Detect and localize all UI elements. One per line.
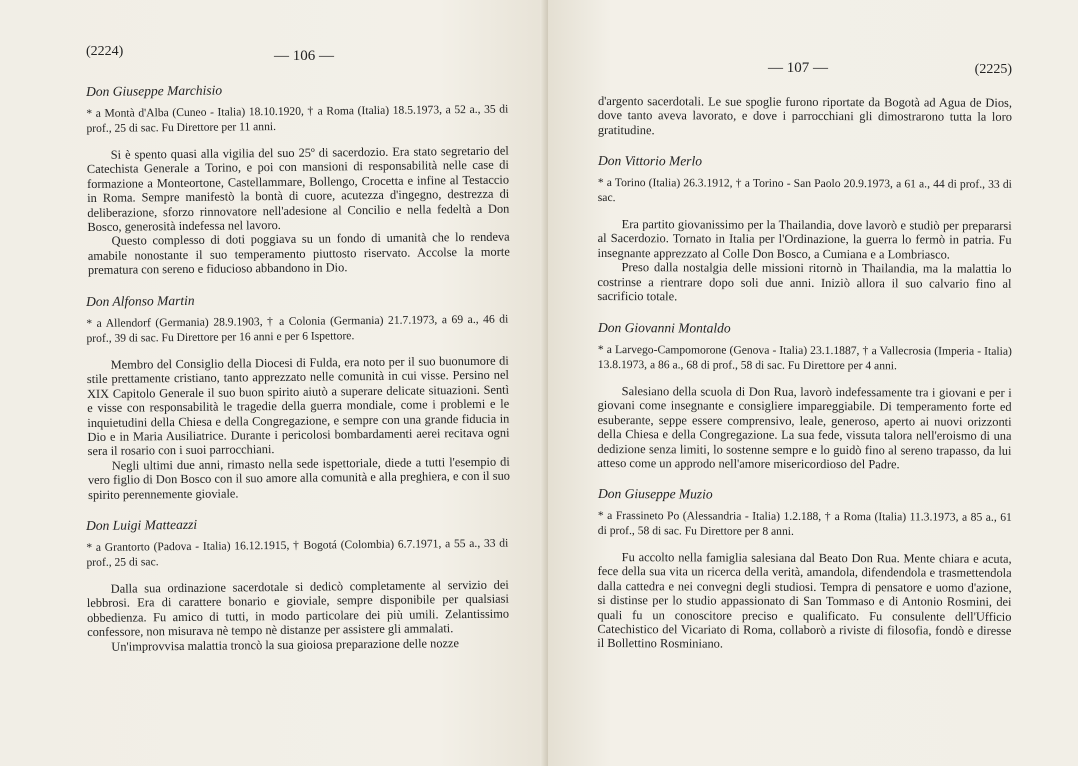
entry-bio: * a Montà d'Alba (Cuneo - Italia) 18.10.1920, † a Roma (Italia) 18.5.1973, a 52 a., 35 di prof., 25 di sac. Fu Direttore per 11 anni.	[86, 102, 509, 135]
entry-paragraph: Membro del Consiglio della Diocesi di Fulda, era noto per il suo buonumore di stile prettamente cristiano, tanto apprezzato nelle comunità in cui visse. Persino nel XIX Capitolo Generale il suo buon spirito aiutò a superare delicate situazioni. Sentì e visse con responsabilità le tragedie della guerra mondiale, come i problemi e le inquietudini della Chiesa e della Congregazione, e sempre con una grande fiducia in Dio e in Maria Ausiliatrice. Durante i pericolosi bombardamenti aerei recitava ogni sera il rosario con i suoi parrocchiani.	[86, 353, 510, 459]
entry-bio: * a Grantorto (Padova - Italia) 16.12.1915, † Bogotá (Colombia) 6.7.1971, a 55 a., 33 di prof., 25 di sac.	[86, 536, 509, 569]
entry-paragraph: Negli ultimi due anni, rimasto nella sede ispettoriale, diede a tutti l'esempio di vero figlio di Don Bosco con il suo amore alla comunità e alla preghiera, e con il suo spirito perennemente gioviale.	[87, 454, 511, 502]
entry-name: Don Giuseppe Marchisio	[86, 82, 223, 99]
obituary-entry	[597, 486, 1012, 653]
obituary-entry	[86, 289, 510, 501]
page-number: — 106 —	[274, 48, 334, 64]
right-page-header	[598, 56, 1012, 84]
entry-paragraph: Si è spento quasi alla vigilia del suo 25º di sacerdozio. Era stato segretario del Catechista Generale a Torino, e poi con mansioni di responsabilità nelle case di formazione a Monteortone, Castellammare, Bollengo, Crocetta e infine al Testaccio in Roma. Sempre manifestò la bontà di cuore, acutezza d'ingegno, destrezza di deliberazione, sforzo rinnovatore nell'adesione al Concilio e nella fedeltà a Don Bosco, generosità indefessa nel lavoro.	[86, 143, 510, 235]
entry-paragraph: Questo complesso di doti poggiava su un fondo di umanità che lo rendeva amabile nonostante il suo temperamento piuttosto riservato. Accolse la morte prematura con sereno e fiducioso abbandono in Dio.	[87, 230, 510, 278]
entry-bio: * a Allendorf (Germania) 28.9.1903, † a Colonia (Germania) 21.7.1973, a 69 a., 46 di prof., 39 di sac. Fu Direttore per 16 anni e per 6 Ispettore.	[86, 312, 509, 345]
entry-bio: * a Torino (Italia) 26.3.1912, † a Torino - San Paolo 20.9.1973, a 61 a., 44 di prof., 33 di sac.	[597, 176, 1012, 204]
entry-bio: * a Frassineto Po (Alessandria - Italia) 1.2.188, † a Roma (Italia) 11.3.1973, a 85 a., 61 di prof., 58 di sac. Fu Direttore per 8 anni.	[597, 509, 1012, 538]
entry-paragraph: Un'improvvisa malattia troncò la sua gioiosa preparazione delle nozze	[111, 635, 460, 654]
page-number: — 107 —	[768, 60, 828, 76]
entry-paragraph: Preso dalla nostalgia delle missioni ritornò in Thailandia, ma la malattia lo costrinse a rientrare dopo soli due anni. Iniziò allora il suo calvario fino al sacrificio totale.	[597, 260, 1012, 304]
continued-entry	[598, 94, 1012, 139]
entry-name: Don Giovanni Montaldo	[597, 319, 731, 336]
continued-text: d'argento sacerdotali. Le sue spoglie furono riportate da Bogotà ad Agua de Dios, dove tanto aveva lavorato, e dove i parrocchiani gli dimostrarono tutta la loro gratitudine.	[597, 94, 1012, 138]
obituary-entry	[86, 80, 510, 278]
entry-name: Don Vittorio Merlo	[597, 153, 702, 169]
left-page-header	[86, 40, 508, 68]
page-code: (2225)	[974, 62, 1012, 77]
entry-paragraph: Dalla sua ordinazione sacerdotale si dedicò completamente al servizio dei lebbrosi. Era di carattere bonario e gioviale, sempre disponibile per qualsiasi obbedienza. Fu amico di tutti, in modo particolare dei più umili. Zelantissimo confessore, non misurava nè tempo nè distanze per assistere gli ammalati.	[86, 577, 510, 639]
entry-name: Don Luigi Matteazzi	[86, 516, 198, 533]
page-code: (2224)	[86, 44, 124, 59]
entry-name: Don Alfonso Martin	[86, 292, 195, 309]
entry-name: Don Giuseppe Muzio	[597, 486, 713, 502]
obituary-entry	[597, 320, 1012, 472]
entry-bio: * a Larvego-Campomorone (Genova - Italia) 23.1.1887, † a Vallecrosia (Imperia - Italia) 13.8.1973, a 86 a., 68 di prof., 58 di sac. Fu Direttore per 4 anni.	[597, 342, 1012, 372]
obituary-entry	[86, 513, 509, 653]
right-page	[548, 0, 1078, 766]
entry-paragraph: Fu accolto nella famiglia salesiana dal Beato Don Rua. Mente chiara e acuta, fece della sua vita un ricerca della verità, amandola, difendendola e trasmettendola dalla cattedra e nei convegni degli studiosi. Tempra di pensatore e uomo d'azione, si distinse per lo studio appassionato di San Tommaso e di Antonio Rosmini, dei quali fu un conoscitore preciso e qualificato. Fu consulente dell'Ufficio Catechistico del Vicariato di Roma, collaborò a riviste di filosofia, fondò e diresse il Bollettino Rosminiano.	[597, 550, 1012, 652]
entry-paragraph: Era partito giovanissimo per la Thailandia, dove lavorò e studiò per prepararsi al Sacerdozio. Tornato in Italia per l'Ordinazione, la guerra lo fermò in patria. Fu insegnante apprezzato al Colle Don Bosco, a Cumiana e a Lombriasco.	[597, 217, 1012, 262]
obituary-entry	[597, 153, 1012, 305]
entry-paragraph: Salesiano della scuola di Don Rua, lavorò indefessamente tra i giovani e per i giovani come insegnante e consigliere impareggiabile. Di temperamento forte ed esuberante, seppe essere comprensivo, leale, generoso, aperto ai nuovi orizzonti della Chiesa e della Congregazione. La sua fede, vissuta talora nell'eroismo di una dedizione senza limiti, lo sostenne sempre e lo guidò fino al sereno trapasso, da lui atteso come un approdo nell'amore misericordioso del Padre.	[597, 383, 1012, 472]
